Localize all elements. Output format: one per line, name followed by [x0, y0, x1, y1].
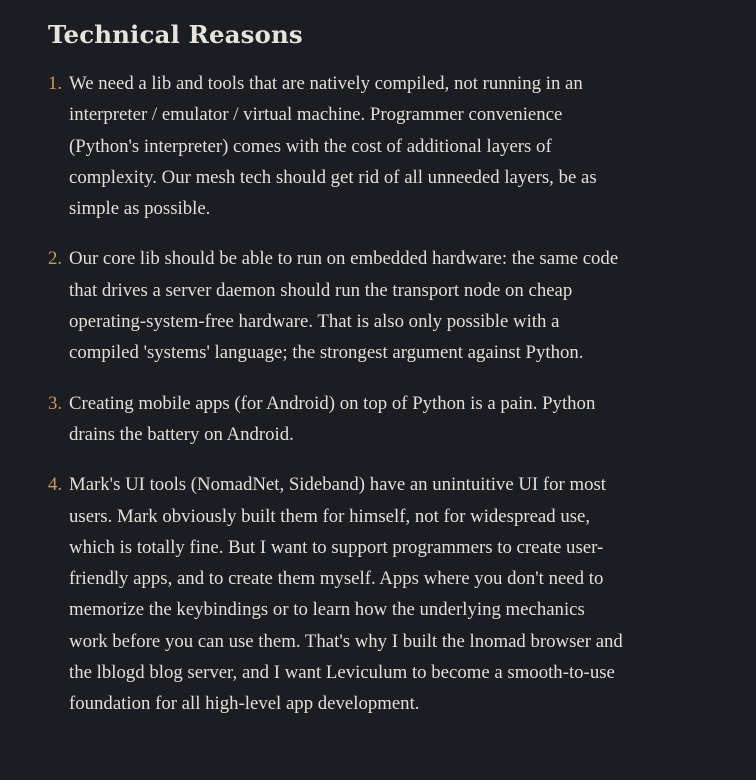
list-item-number: 3. — [48, 392, 63, 414]
list-item-number: 1. — [48, 73, 63, 94]
list-item — [48, 388, 628, 451]
list-item — [48, 68, 628, 224]
section-heading: Technical Reasons — [48, 20, 303, 49]
reasons-list — [48, 68, 628, 720]
list-item-text: Mark's UI tools (NomadNet, Sideband) have an unintuitive UI for most users. Mark obviously built them for himself, not for widespread use, which is totally fine. But I want to support programmers to create user-friendly apps, and to create them myself. Apps where you don't need to memorize the keybindings or to learn how the underlying mechanics work before you can use them. That's why I built the lnomad browser and the lblogd blog server, and I want Leviculum to become a smooth-to-use foundation for all high-level app development. — [69, 474, 623, 715]
list-item-text: We need a lib and tools that are natively compiled, not running in an interpreter / emulator / virtual machine. Programmer convenience (Python's interpreter) comes with the cost of additional layers of complexity. Our mesh tech should get rid of all unneeded layers, be as simple as possible. — [69, 73, 597, 220]
list-item-text: Creating mobile apps (for Android) on top of Python is a pain. Python drains the battery on Android. — [69, 392, 596, 445]
list-item-text: Our core lib should be able to run on embedded hardware: the same code that drives a server daemon should run the transport node on cheap operating-system-free hardware. That is also only possible with a compiled 'systems' language; the strongest argument against Python. — [69, 248, 619, 364]
list-item — [48, 243, 628, 368]
list-item — [48, 469, 628, 719]
list-item-number: 4. — [48, 474, 63, 496]
list-item-number: 2. — [48, 248, 63, 270]
